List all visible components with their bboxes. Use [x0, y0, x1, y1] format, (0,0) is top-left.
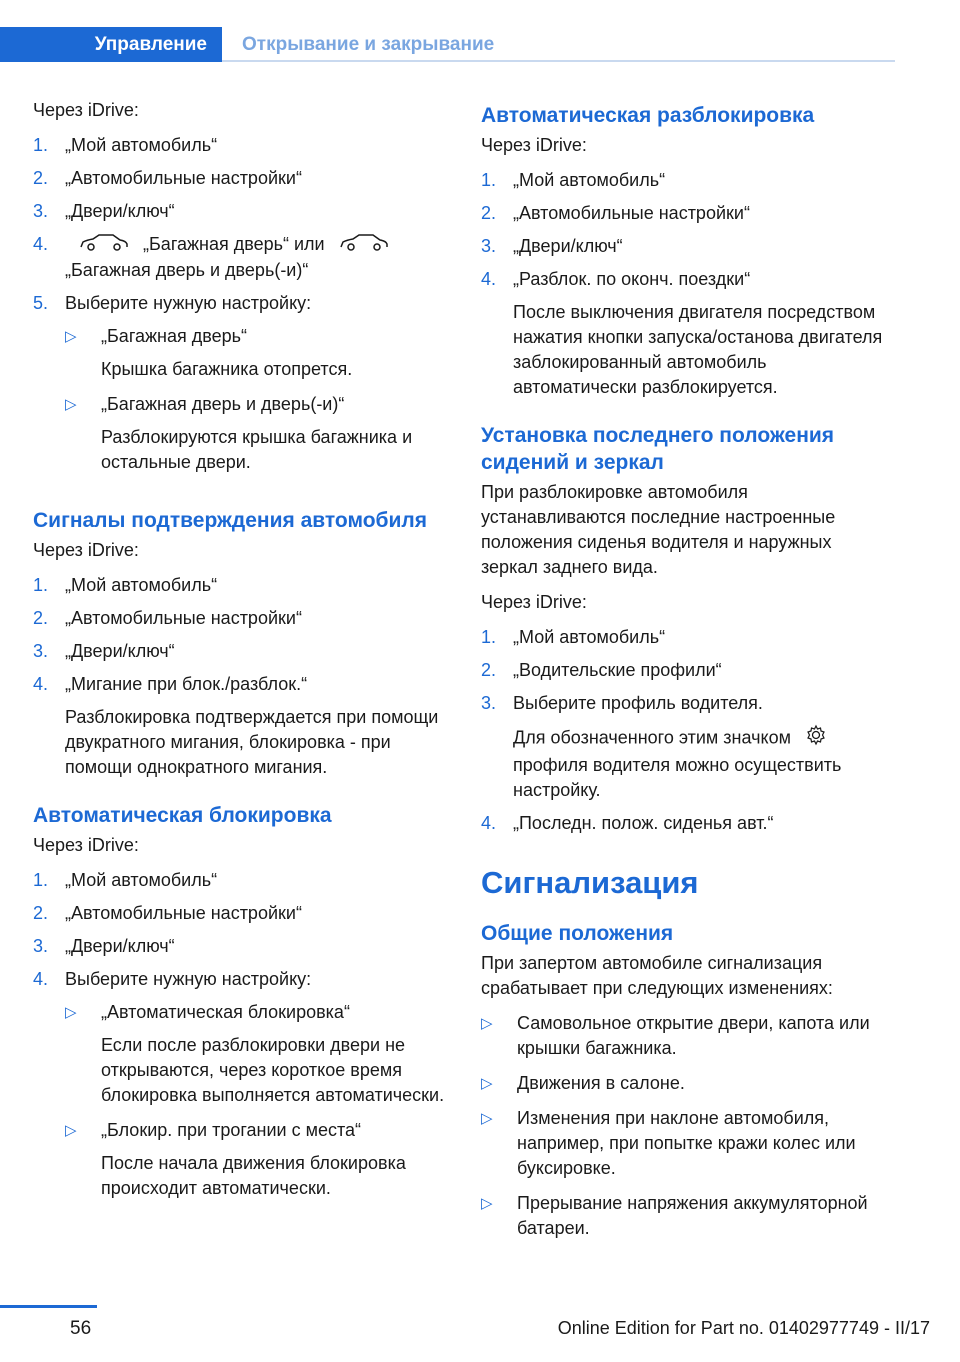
step-text: „Автомобильные настройки“ [65, 607, 302, 628]
list-item [33, 199, 448, 224]
list-item [65, 392, 448, 475]
step-number: 1. [33, 574, 49, 595]
via-idrive: Через iDrive: [33, 100, 139, 120]
list-item [33, 934, 448, 959]
triangle-bullet-icon: ▷ [65, 395, 77, 413]
step-text: „Автомобильные настройки“ [513, 203, 750, 223]
alarm-trigger-text: Самовольное открытие двери, капота или крышки багажника. [517, 1013, 870, 1058]
step-number: 3. [33, 640, 49, 661]
step-text: „Двери/ключ“ [65, 935, 175, 956]
header-rule [222, 60, 895, 62]
step-number: 1. [33, 135, 49, 155]
step-text: „Автомобильные настройки“ [65, 902, 302, 923]
seat-memory-paragraph: При разблокировке автомобиля устанавливаются последние настроенные положения сиденья водителя и наружных зеркал заднего вида. [481, 482, 836, 577]
list-item [481, 1106, 893, 1181]
via-idrive: Через iDrive: [481, 592, 587, 612]
autounlock-steps [481, 168, 893, 400]
list-item [33, 232, 448, 283]
list-item [33, 868, 448, 893]
list-item [481, 201, 893, 226]
edition-note: Online Edition for Part no. 01402977749 - II/17 [557, 1318, 930, 1338]
step-text: „Двери/ключ“ [65, 640, 175, 661]
step-number: 1. [481, 170, 497, 190]
list-item [481, 691, 893, 803]
list-item [481, 1011, 893, 1061]
page-header [0, 27, 895, 62]
step-number: 2. [33, 168, 49, 188]
option-label: „Автоматическая блокировка“ [101, 1001, 350, 1022]
triangle-bullet-icon: ▷ [481, 1075, 493, 1092]
gear-icon [805, 724, 827, 753]
step-desc-a: Для обозначенного этим значком [513, 727, 791, 748]
signal-steps [33, 573, 448, 780]
left-column [33, 98, 448, 1219]
step-text: Выберите профиль водителя. [513, 693, 763, 713]
alarm-paragraph: При запертом автомобиле сигнализация срабатывает при следующих изменениях: [481, 953, 833, 998]
list-item [65, 324, 448, 382]
option-desc: После начала движения блокировка происходит автоматически. [101, 1152, 406, 1198]
step-text: „Водительские профили“ [513, 660, 722, 680]
step-number: 1. [481, 627, 497, 647]
right-column [481, 98, 893, 1251]
heading-seat-mirror-memory: Установка последнего положения сидений и зеркал [481, 424, 835, 474]
step-number: 2. [33, 902, 49, 923]
alarm-trigger-text: Движения в салоне. [517, 1073, 685, 1093]
step-desc-b: профиля водителя можно осуществить настройку. [513, 755, 842, 800]
step-number: 4. [481, 269, 497, 289]
step-text-b: „Багажная дверь и дверь(-и)“ [65, 259, 309, 280]
list-item [481, 1191, 893, 1241]
step-desc: После выключения двигателя посредством нажатия кнопки запуска/останова двигателя заблокированный автомобиль автоматически разблокируется. [513, 302, 883, 397]
page-number: 56 [70, 1318, 92, 1339]
step-desc: Разблокировка подтверждается при помощи двукратного мигания, блокировка - при помощи однократного мигания. [65, 706, 439, 777]
step-text: „Автомобильные настройки“ [65, 168, 302, 188]
list-item [481, 234, 893, 259]
step-text: „Двери/ключ“ [513, 236, 623, 256]
section-tab: Управление [0, 27, 222, 62]
list-item [33, 606, 448, 631]
option-label: „Багажная дверь и дверь(-и)“ [101, 393, 345, 414]
alarm-trigger-text: Изменения при наклоне автомобиля, например, при попытке кражи колес или буксировке. [517, 1108, 856, 1178]
step-number: 4. [33, 234, 49, 254]
step-number: 4. [481, 813, 497, 833]
step-number: 2. [33, 607, 49, 628]
breadcrumb: Открывание и закрывание [242, 34, 495, 55]
option-desc: Крышка багажника отопрется. [101, 358, 353, 379]
via-idrive: Через iDrive: [33, 539, 139, 560]
step-text: „Мой автомобиль“ [65, 574, 218, 595]
option-desc: Разблокируются крышка багажника и остальные двери. [101, 426, 413, 472]
option-desc: Если после разблокировки двери не открываются, через короткое время блокировка выполняется автоматически. [101, 1034, 445, 1105]
step-text: Выберите нужную настройку: [65, 968, 312, 989]
list-item [65, 1000, 448, 1108]
option-label: „Багажная дверь“ [101, 325, 247, 346]
option-label: „Блокир. при трогании с места“ [101, 1119, 362, 1140]
step-text: Выберите нужную настройку: [65, 292, 312, 313]
step-number: 2. [481, 203, 497, 223]
list-item [33, 672, 448, 780]
list-item [33, 639, 448, 664]
step-text: „Мой автомобиль“ [65, 869, 218, 890]
list-item [481, 658, 893, 683]
autolock-options [65, 1000, 448, 1201]
step-number: 3. [33, 935, 49, 956]
triangle-bullet-icon: ▷ [481, 1015, 493, 1032]
triangle-bullet-icon: ▷ [65, 327, 77, 345]
list-item [33, 166, 448, 191]
step-text: „Последн. полож. сиденья авт.“ [513, 813, 774, 833]
list-item [481, 625, 893, 650]
step-text-a: „Багажная дверь“ или [143, 234, 325, 254]
step-number: 1. [33, 869, 49, 890]
autolock-steps [33, 868, 448, 1211]
step-number: 4. [33, 968, 49, 989]
list-item [481, 168, 893, 193]
tailgate-options [65, 324, 448, 475]
via-idrive: Через iDrive: [33, 834, 139, 855]
tailgate-steps [33, 133, 448, 485]
list-item [481, 1071, 893, 1096]
heading-auto-lock: Автоматическая блокировка [33, 803, 332, 827]
triangle-bullet-icon: ▷ [65, 1121, 77, 1139]
step-text [65, 232, 448, 283]
via-idrive: Через iDrive: [481, 135, 587, 155]
triangle-bullet-icon: ▷ [481, 1195, 493, 1212]
step-number: 2. [481, 660, 497, 680]
heading-auto-unlock: Автоматическая разблокировка [481, 104, 815, 127]
step-text: „Мигание при блок./разблок.“ [65, 673, 308, 694]
step-number: 3. [33, 201, 49, 221]
list-item [481, 267, 893, 400]
list-item [33, 901, 448, 926]
heading-general: Общие положения [481, 922, 674, 945]
car-outline-icon [339, 233, 389, 258]
step-number: 3. [481, 693, 497, 713]
alarm-triggers [481, 1011, 893, 1241]
car-outline-icon [79, 233, 129, 258]
triangle-bullet-icon: ▷ [481, 1110, 493, 1127]
step-text: „Мой автомобиль“ [513, 627, 666, 647]
step-text: „Мой автомобиль“ [65, 135, 218, 155]
alarm-trigger-text: Прерывание напряжения аккумуляторной батареи. [517, 1193, 868, 1238]
heading-confirmation-signals: Сигналы подтверждения автомобиля [33, 508, 428, 532]
step-desc [513, 724, 893, 803]
step-number: 5. [33, 292, 49, 313]
list-item [65, 1118, 448, 1201]
list-item [33, 291, 448, 485]
list-item [33, 967, 448, 1211]
triangle-bullet-icon: ▷ [65, 1003, 77, 1021]
list-item [33, 573, 448, 598]
step-text: „Разблок. по оконч. поездки“ [513, 269, 751, 289]
step-number: 4. [33, 673, 49, 694]
list-item [481, 811, 893, 836]
step-text: „Двери/ключ“ [65, 201, 175, 221]
profile-steps [481, 625, 893, 836]
step-text: „Мой автомобиль“ [513, 170, 666, 190]
step-number: 3. [481, 236, 497, 256]
list-item [33, 133, 448, 158]
heading-alarm-system: Сигнализация [481, 865, 699, 900]
footer-rule [0, 1305, 97, 1308]
